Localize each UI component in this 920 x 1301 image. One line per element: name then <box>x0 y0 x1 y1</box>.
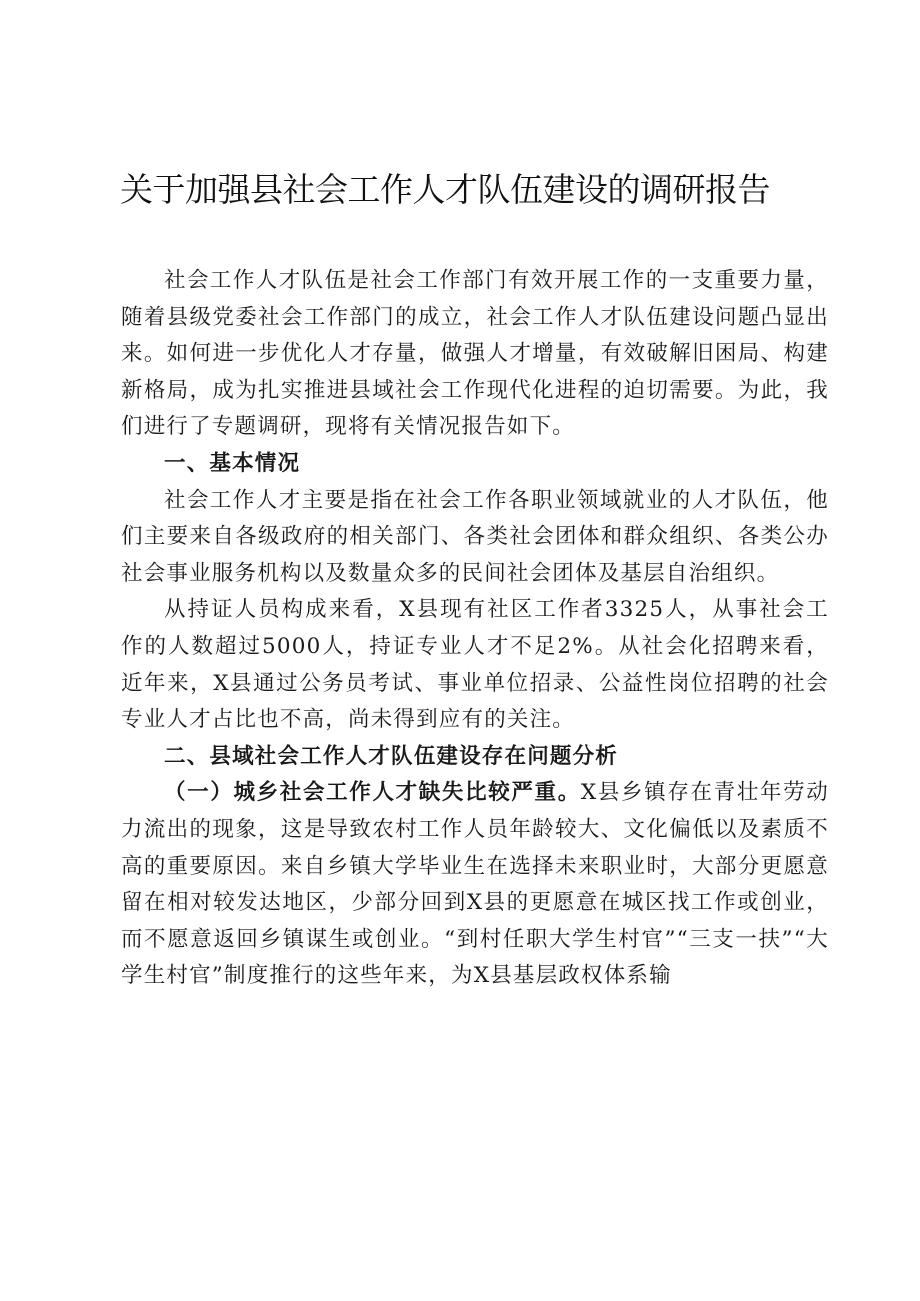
document-title: 关于加强县社会工作人才队伍建设的调研报告 <box>120 170 770 209</box>
subsection-lead-talent-shortage: （一）城乡社会工作人才缺失比较严重。 <box>164 780 581 806</box>
problem-analysis-paragraph-1 <box>121 775 829 995</box>
section-heading-basic-situation: 一、基本情况 <box>164 450 301 476</box>
document-body <box>121 263 829 995</box>
subsection-text-talent-shortage: X县乡镇存在青壮年劳动力流出的现象，这是导致农村工作人员年龄较大、文化偏低以及素质不高的重要原因。来自乡镇大学毕业生在选择未来职业时，大部分更愿意留在相对较发达地区，少部分回到X县的更愿意在城区找工作或创业，而不愿意返回乡镇谋生或创业。“到村任职大学生村官”“三支一扶”“大学生村官”制度推行的这些年来，为X县基层政权体系输 <box>121 780 829 989</box>
intro-paragraph: 社会工作人才队伍是社会工作部门有效开展工作的一支重要力量，随着县级党委社会工作部门的成立，社会工作人才队伍建设问题凸显出来。如何进一步优化人才存量，做强人才增量，有效破解旧困局、构建新格局，成为扎实推进县域社会工作现代化进程的迫切需要。为此，我们进行了专题调研，现将有关情况报告如下。 <box>121 268 829 440</box>
basic-situation-paragraph-2: 从持证人员构成来看，X县现有社区工作者3325人，从事社会工作的人数超过5000人，持证专业人才不足2%。从社会化招聘来看，近年来，X县通过公务员考试、事业单位招录、公益性岗位招聘的社会专业人才占比也不高，尚未得到应有的关注。 <box>121 597 829 733</box>
basic-situation-paragraph-1: 社会工作人才主要是指在社会工作各职业领域就业的人才队伍，他们主要来自各级政府的相关部门、各类社会团体和群众组织、各类公办社会事业服务机构以及数量众多的民间社会团体及基层自治组织。 <box>121 487 829 586</box>
section-heading-problem-analysis: 二、县域社会工作人才队伍建设存在问题分析 <box>164 743 619 769</box>
